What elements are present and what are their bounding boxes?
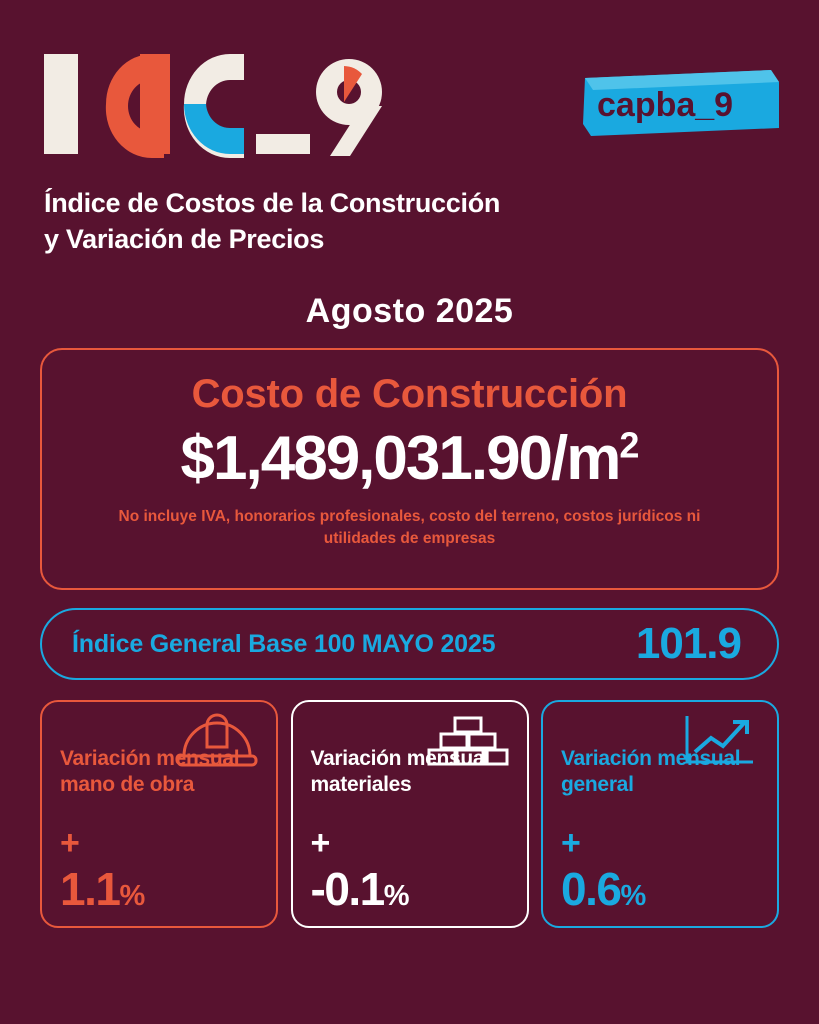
- cost-note: No incluye IVA, honorarios profesionales, costo del terreno, costos jurídicos ni utilidades de empresas: [118, 508, 701, 548]
- index-label: Índice General Base 100 MAYO 2025: [72, 629, 496, 658]
- stat-label: Variación mensual materiales: [310, 747, 490, 797]
- cost-value: [42, 423, 777, 494]
- stat-value: [561, 863, 645, 915]
- report-month: Agosto 2025: [305, 292, 514, 330]
- stat-value-number: -0.1: [310, 863, 384, 915]
- stat-value: [310, 863, 409, 915]
- stat-sign: +: [60, 824, 80, 862]
- logo-row: [44, 48, 384, 158]
- chart-up-icon: [675, 710, 761, 772]
- stat-label: Variación mensual general: [561, 747, 741, 797]
- stat-card-materials: [291, 700, 529, 928]
- stat-card-general: [541, 700, 779, 928]
- page-subtitle: [44, 186, 684, 257]
- stats-row: [40, 700, 779, 928]
- stat-value-unit: %: [383, 880, 409, 912]
- stat-value-number: 1.1: [60, 863, 120, 915]
- bricks-icon: [425, 710, 511, 772]
- stat-label: Variación mensual mano de obra: [60, 747, 240, 797]
- cost-card: [40, 348, 779, 590]
- stat-sign: +: [310, 824, 331, 862]
- stat-value-unit: %: [119, 880, 144, 912]
- index-card: [40, 608, 779, 680]
- subtitle-line-2: y Variación de Precios: [44, 223, 325, 254]
- cost-value-number: $1,489,031.90/m: [180, 424, 620, 493]
- svg-text:capba_9: capba_9: [597, 86, 734, 124]
- cost-value-exponent: 2: [619, 424, 639, 466]
- icc-logo: [44, 48, 384, 158]
- stat-value: [60, 863, 144, 915]
- subtitle-line-1: Índice de Costos de la Construcción: [44, 188, 501, 218]
- helmet-icon: [174, 710, 260, 772]
- stat-value-number: 0.6: [561, 863, 621, 915]
- capba-logo: [573, 62, 783, 140]
- stat-value-unit: %: [620, 880, 645, 912]
- cost-title: Costo de Construcción: [191, 372, 628, 416]
- index-value: 101.9: [635, 619, 741, 668]
- stat-card-labor: [40, 700, 278, 928]
- stat-sign: +: [561, 824, 581, 862]
